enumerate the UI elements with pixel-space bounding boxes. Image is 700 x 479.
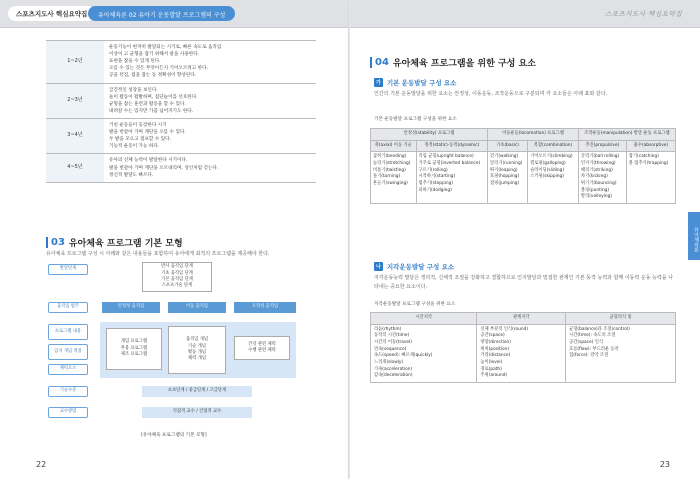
stage-desc: 거친 운동들이 등장한다 시기 발을 번갈아 가며 계단을 오를 수 있다. 두 발을 모으고 점프할 수 있다. 기능적 운동이 가능 하다. — [104, 118, 316, 153]
th-sub: 추진(propulsive) — [578, 140, 626, 152]
category-locomotion: 이동 움직임 — [168, 302, 226, 313]
th-sub: 기초(basic) — [488, 140, 528, 152]
th-sub: 정적(static)·동적(dynamic) — [416, 140, 487, 152]
category-stability: 안정성 움직임 — [102, 302, 160, 313]
series-title: 스포츠지도사 핵심요약집 — [8, 6, 95, 21]
category-manipulation: 조작성 움직임 — [234, 302, 296, 313]
label-fitness: 체력요소 — [48, 364, 88, 375]
stage-box: 반사 움직임 단계 기초 움직임 단계 기본 움직임 단계 스포츠기술 단계 — [142, 262, 212, 292]
content-programs: 게임 프로그램 무용 프로그램 체조 프로그램 — [106, 328, 162, 370]
section-number: 03 — [46, 237, 65, 248]
section-title: 유아체육 프로그램을 위한 구성 요소 — [392, 59, 536, 69]
th-locomotion: 이동운동(locomotion) 프로그램 — [488, 129, 579, 141]
section-03-heading — [46, 236, 183, 249]
stage-age: 4~5년 — [46, 154, 104, 182]
table-caption: 기본 운동발달 프로그램 구성을 위한 요소 — [374, 117, 457, 122]
left-page — [0, 0, 348, 479]
stage-age: 1~2년 — [46, 41, 104, 84]
th-stability: 안정성(stability) 프로그램 — [371, 129, 488, 141]
side-chapter-tab[interactable]: 유아체육론 — [688, 212, 700, 260]
section-04-heading — [370, 56, 536, 69]
stage-row — [46, 154, 316, 182]
label-content: 프로그램 내용 — [48, 324, 88, 340]
table-cell: 잡기(catching) 볼 멈추기(trapping) — [626, 152, 675, 204]
section-title: 유아체육 프로그램 기본 모형 — [68, 239, 183, 249]
subsection-badge: 가 — [376, 80, 381, 86]
table-caption: 지각운동발달 프로그램 구성을 위한 요소 — [374, 302, 456, 307]
method-box: 직접적 교수 / 간접적 교수 — [142, 407, 252, 418]
th-relation: 관계지각 — [477, 313, 566, 325]
content-fitness: 건강 관련 체력 수행 관련 체력 — [234, 336, 290, 360]
label-concept: 입지 개념 적용 — [48, 344, 88, 360]
right-page — [350, 0, 700, 479]
page-header — [350, 0, 700, 28]
page-number: 22 — [36, 460, 47, 469]
subsection-1-heading — [374, 78, 456, 87]
stage-desc: 운동기능이 현저히 발달되는 시기로, 빠른 속도로 움직임 이상이 고 균형을 잡기 위해서 팔을 사용한다. 표현을 잡을 수 있게 된다. 오름 수 있는 것은 무엇이든지 기어오르려고 한다. 공을 던짐, 컵을 잡는 등 정확성이 향상된다. — [104, 41, 316, 84]
table-cell: 신체 부분의 인식(round) 공간(space) 방향(direction) 위치(position) 거리(distance) 높이(level) 경로(path) 주위(around) — [477, 324, 566, 382]
table-cell: 균형(balance)과 조절(control) 시간(time): 속도의 조절 공간(space) 인식 흐름(flow): 부드러운 동작 힘(force): 강약 조절 — [566, 324, 676, 382]
label-stage: 발달단계 — [48, 264, 88, 275]
diagram-caption: [유아체육 프로그램의 기본 모형] — [141, 433, 207, 438]
subsection-body: 지각운동능력 발달은 생리적, 신체적 조절을 강화하고 결합하므로 인지발달과 밀접한 관계인 기본 동작 능력과 함께 이동력 운동 능력을 나타내는 중요한 요소이다. — [374, 275, 674, 290]
section-body: 유아체육 프로그램 구성 시 아래와 같은 내용들을 포함하여 유아에게 최적의 프로그램을 제공해야 한다. — [46, 251, 270, 257]
table-cell: 굽히기(bending) 늘리기(stretching) 비틀기(twisting) 돌기(turning) 흔들기(swinging) — [371, 152, 417, 204]
stage-row — [46, 83, 316, 118]
chapter-tab[interactable]: 유아체육론 02 유아기 운동발달 프로그램의 구성 — [88, 6, 235, 21]
stage-age: 3~4년 — [46, 118, 104, 153]
program-model-diagram — [46, 262, 316, 438]
stage-desc: 유아의 신체 능력이 발달한다 시기이다. 발을 번갈아 가며 계단을 오르내리며, 성인처럼 걷는다. 정신적 발달도 빠르다. — [104, 154, 316, 182]
subsection-badge: 나 — [376, 264, 381, 270]
label-skill: 기술수준 — [48, 386, 88, 397]
table-cell: 기어오르기(climbing) 갤로핑(galloping) 슬라이딩(sliding) 스키핑(skipping) — [528, 152, 579, 204]
stage-age: 2~3년 — [46, 83, 104, 118]
subsection-title: 기본 운동발달 구성 요소 — [386, 79, 457, 87]
subsection-body: 인간의 기본 운동발달을 위한 요소는 안정성, 이동운동, 조작운동으로 구분되며 각 요소들은 아래 표와 같다. — [374, 91, 608, 97]
th-balance: 균형의식 및 — [566, 313, 676, 325]
table-cell: 리듬(rhythm) 동작의 시간(time) 시간의 이동(travel) 연속(sequence) 속도(speed): 빠르게(quickly) 느리게(slowly) 가속(acceleration) 감속(deceleration) — [371, 324, 477, 382]
basic-movement-table — [370, 128, 676, 204]
subsection-title: 지각운동발달 구성 요소 — [386, 263, 455, 271]
th-sub: 흡수(absorptive) — [626, 140, 675, 152]
stage-desc: 급진적인 성장을 보인다. 놀이 활동이 활발하며, 집단놀이를 선호한다. 균형을 잡는 훈련과 활동을 할 수 있다. 내려갈 수는 있지만 가끔 넘어지기도 한다. — [104, 83, 316, 118]
th-sub: 축(axial) 이동 기술 — [371, 140, 417, 152]
table-cell: 걷기(walking) 달리기(running) 뛰기(leaping) 호핑(hopping) 점핑(jumping) — [488, 152, 528, 204]
table-cell: 굴리기(ball rolling) 던지기(throwing) 때리기(striking) 차기(kicking) 튀기기(bouncing) 볼링(punting) 발리(volleying) — [578, 152, 626, 204]
label-category: 움직임 범주 — [48, 302, 88, 313]
th-time: 시간지각 — [371, 313, 477, 325]
table-cell: 직립 균형(upright balance) 거꾸로 균형(inverted balance) 구르기(rolling) 시작하기(starting) 멈추기(stopping) 피하기(dodging) — [416, 152, 487, 204]
subsection-2-heading — [374, 262, 454, 271]
label-method: 교수방법 — [48, 407, 88, 418]
page-header — [0, 0, 348, 28]
stage-row — [46, 118, 316, 153]
page-number: 23 — [659, 460, 670, 469]
header-running-title: 스포츠지도사 핵심요약집 — [604, 10, 682, 18]
th-manipulation: 조작운동(manipulation) 발달 운동 프로그램 — [578, 129, 675, 141]
section-number: 04 — [370, 57, 389, 68]
content-concepts: 움직임 개념 기술 개념 활동 개념 체력 개념 — [168, 326, 226, 374]
skill-level-box: 초보단계 / 중급단계 / 고급단계 — [142, 386, 252, 397]
stage-row — [46, 41, 316, 84]
stage-table — [46, 40, 316, 183]
th-sub: 복합(combination) — [528, 140, 579, 152]
perceptual-motor-table — [370, 312, 676, 383]
